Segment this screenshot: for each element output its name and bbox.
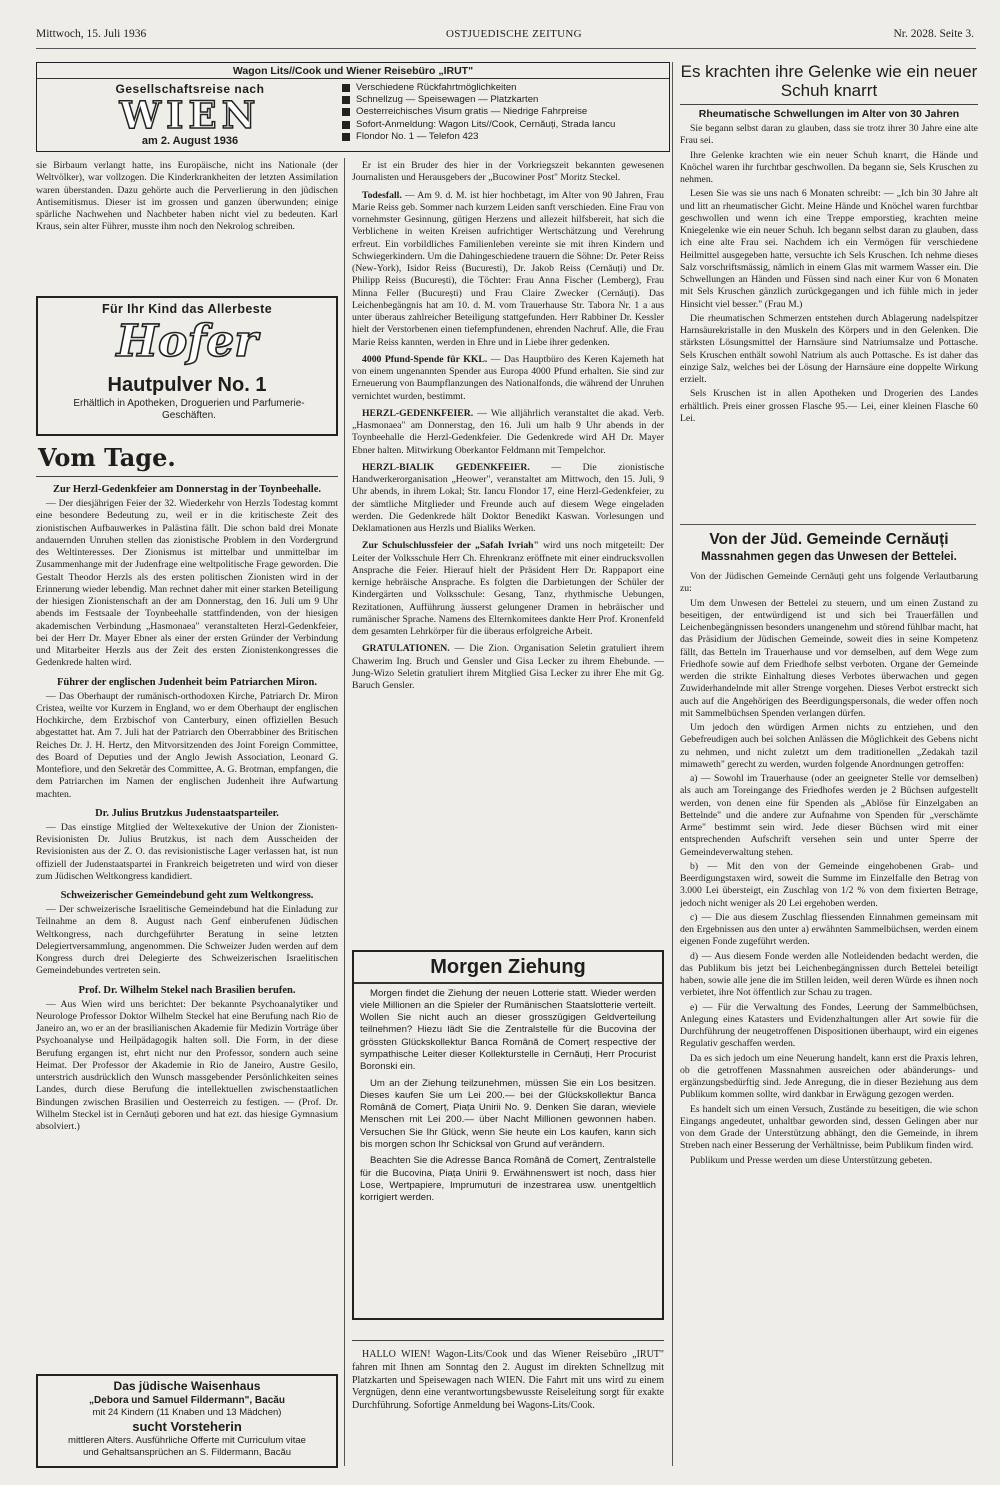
paragraph: Von der Jüdischen Gemeinde Cernăuți geht uns folgende Verlautbarung zu: [680,571,978,595]
col2-news [352,160,664,942]
gemeinde-sub: Massnahmen gegen das Unwesen der Bettelei. [701,551,957,563]
news-text: — Die zionistische Handwerkerorganisation „Heower", veranstaltet am Mittwoch, den 15. Juli, 9 Uhr abends, in ihrem Lokal; Str. Iancu Flondor 17, eine Herzl-Gedenkfeier, zu der sämtliche Mitglieder und Freunde auch auf diesem Wege eingeladen werden. Die Gedenkrede hält Doktor Benedikt Kaswan. Vorlesungen und Deklamationen aus Herzls und Bialiks Werken. [352,461,664,534]
article-head: Dr. Julius Brutzkus Judenstaatsparteiler. [95,807,279,819]
article-head: Schweizerischer Gemeindebund geht zum Weltkongress. [60,890,314,901]
paragraph: e) — Für die Verwaltung des Fondes, Leerung der Sammelbüchsen, Anlegung eines Katasters und Evidenzhaltungen aller Art sowie für die Durchführung der neugetroffenen Dispositionen überhaupt, wird ein eigenes Regulativ geschaffen werden. [680,1001,978,1050]
header-date: Mittwoch, 15. Juli 1936 [36,28,147,40]
hofer-ad [36,296,338,436]
article-head: Prof. Dr. Wilhelm Stekel nach Brasilien berufen. [78,984,296,996]
kruschen-ad [680,62,978,522]
waisenhaus-l6: und Gehaltsansprüchen an S. Fildermann, Bacău [82,1447,292,1458]
wagon-lits-ad [36,62,670,152]
paragraph: d) — Aus diesem Fonde werden alle Notleidenden bedacht werden, die das Publikum bis jetzt bei Leichenbegängnissen durch Bettelei beteiligt haben, sowie alle jene die im Stillen leiden, weil deren Würde es ihnen noch verbietet, ihre Not öffentlich zur Schau zu tragen. [680,950,978,999]
news-head: HERZL-GEDENKFEIER. [362,407,474,419]
kruschen-sub: Rheumatische Schwellungen im Alter von 30 Jahren [698,108,960,120]
header-page-number: Nr. 2028. Seite 3. [893,28,974,40]
paragraph: Um dem Unwesen der Bettelei zu steuern, und um einen Zustand zu beseitigen, der entwürdigend ist und sich bei Trauerfällen und Leichenbegängnissen besonders unangenehm und störend fühlbar macht, hat das Präsidium der Jüdischen Gemeinde, soweit dies in seine Kompetenz fällt, das Betteln im Trauerhause und vor demselben, auf dem Wege zum Friedhofe sowie auf dem Friedhofe selbst verboten. Organe der Gemeinde werden die strikte Einhaltung dieses Verbotes überwachen und gegen Zuwiderhandelnde mit aller Strenge vorgehen. Dieses Verbot erstreckt sich auch auf die Angehörigen des Beerdigungspersonals, die weder offen noch mit Sammelbüchsen Spenden verlangen dürfen. [680,597,978,719]
section-title: Vom Tage. [38,443,176,472]
article-text: — Der schweizerische Israelitische Gemeindebund hat die Einladung zur Teilnahme an dem 8. August nach Genf einberufenen Jüdischen Weltkongress, nach durchgeführter Beratung in seine letzten Delegiertversammlung, angenommen. Die Schweizer Juden werden auf dem Kongress durch drei Delegierte des Schweizerischen Israelitischen Gemeindebundes vertreten sein. [36,904,338,977]
article-head: Zur Herzl-Gedenkfeier am Donnerstag in der Toynbeehalle. [52,484,322,495]
waisenhaus-l3: mit 24 Kindern (11 Knaben und 13 Mädchen) [92,1407,282,1418]
news-text: wird uns noch mitgeteilt: Der Leiter der Volksschule Herr Ch. Ehrenkranz eröffnete mit einer eindrucksvollen Ansprache die Feier. Hierauf hielt der Präsident Herr Dr. Rappaport eine kernige hebräische Ansprache. Es folgten die Darbietungen der Schüler der Kindergärten und Volksschule: Gesang, Tanz, rhythmische Uebungen, Rezitationen, Aufführung äusserst gelungener Dramen in hebräischer und rumänischer Sprache. Namens des Elternkomitees dankte Herr Prof. Kronenfeld dem gesamten Lehrkörper für die überaus erfolgreiche Arbeit. [352,540,664,637]
news-item [352,462,664,536]
article [36,984,338,1134]
paragraph: sie Birbaum verlangt hatte, ins Europäische, nicht ins Nationale (der Weltvölker), war vollzogen. Die Kinderkrankheiten der letzten Assimilation waren überstanden. Dazu gehörte auch die Perverlierung in den jüdischen Antisemitismus. Dieser ist im grossen und ganzen überwunden; einige spärliche Nachwehen und Nachbeter haben nicht viel zu bedeuten. Karl Kraus, sein alter Führer, musste ihm noch den Nekrolog schreiben. [36,160,338,233]
paragraph: Es handelt sich um einen Versuch, Zustände zu beseitigen, die wie schon Eingangs angedeutet, unhaltbar geworden sind, dessen Gelingen aber nur von dem Grade der Unterstützung abhängt, den die Gemeinde, in ihrem Streben nach einer Besserung der Verhältnisse, beim Publikum finden wird. [680,1103,978,1152]
hofer-sub: Erhältlich in Apotheken, Droguerien und Parfumerie-Geschäften. [73,398,305,421]
article-text: — Das einstige Mitglied der Weltexekutive der Union der Zionisten-Revisionisten Dr. Julius Brutzkus, ist nach dem Ausscheiden der Revisionisten aus der Z. O. das revisionistische Lager verlassen hat, ist nun offiziell der Judenstaatspartei in Frankreich beigetreten und wird von dieser zum Jüdischen Weltkongress kandidiert. [36,821,338,882]
news-text: — Das Hauptbüro des Keren Kajemeth hat von einem ungenannten Spender aus Europa 4000 Pfund erhalten. Sie sind zur Erneuerung von Baumpflanzungen des Nationalfonds, die während der Unruhen vernichtet wurden, bestimmt. [352,353,664,402]
column-rule [672,62,673,1466]
paragraph: Publikum und Presse werden um diese Unterstützung gebeten. [690,1154,933,1166]
ziehung-box [352,950,664,1320]
article [36,807,338,883]
wagon-ad-item: Schnellzug — Speisewagen — Platzkarten [341,94,615,106]
paragraph: c) — Die aus diesem Zuschlag fliessenden Einnahmen gemeinsam mit den Ergebnissen aus den unter a) erwähnten Sammelbüchsen, werden einem eigenen Fonde zugeführt werden. [680,911,978,948]
ziehung-title: Morgen Ziehung [430,956,586,978]
news-item [352,408,664,457]
waisenhaus-ad [36,1374,338,1468]
header-masthead: OSTJUEDISCHE ZEITUNG [446,28,582,40]
waisenhaus-l2: „Debora und Samuel Fildermann", Bacău [89,1395,285,1406]
article-text: — Der diesjährigen Feier der 32. Wiederkehr von Herzls Todestag kommt eine besondere Bedeutung zu, weil er in die kritischeste Zeit des zionistischen Aufbauwerkes in Palästina fällt. Die schon bald drei Monate andauernden Unruhen stellen das zionistische Problem in den Vordergrund des Weltinteresses. Der Zionismus ist mittelbar und unmittelbar im Zusammenhange mit der Judenfrage eine weltpolitische Frage geworden. Die Gestalt Theodor Herzls als des ersten politischen Zionisten wird in der Erinnerung wieder lebendig. Man rechnet daher mit einer starken Beteiligung der hiesigen Zionistenschaft an der am Donnerstag, den 16. Juli um 9 Uhr abends im Festsaale der Toynbeehalle stattfindenden, von der hiesigen akademischen Verbindung „Hasmonaea" veranstalteten Herzl-Gedenkfeier, bei der Herr Dr. Mayer Ebner als einer der ersten Gründer der Verbindung und Mitarbeiter Herzls aus der Zeit des ersten Zionistenkongresses die Gedenkrede halten wird. [36,498,338,669]
article-text: — Das Oberhaupt der rumänisch-orthodoxen Kirche, Patriarch Dr. Miron Cristea, weilte vor Kurzem in England, wo er dem Oberhaupt der englischen Hochkirche, dem Erzbischof von Canterbury, einen offiziellen Besuch abgestattet hat. Am 7. Juli hat der Patriarch den Oberrabbiner des Britischen Reiches Dr. J. H. Hertz, den Mitvorsitzenden des Joint Foreign Committee, des Board of Deputies und der Anglo Jewish Association, Leonard G. Montefiore, und den Sekretär des Committee, A. G. Brotman, empfangen, die dem Patriarchen im Namen der englischen Judenheit ihre Aufwartung machten. [36,690,338,800]
section-rule [680,524,976,525]
news-text: — Die Zion. Organisation Seletin gratuliert ihrem Chawerim Ing. Bruch und Gensler und Gisa Lecker zu ihrem Ehebunde. — Jung-Wizo Seletin gratuliert ihrem Mitglied Gisa Lecker zu ihrer Ehe mit Gg. Baruch Gensler. [352,643,664,691]
news-text: — Am 9. d. M. ist hier hochbetagt, im Alter von 90 Jahren, Frau Marie Reiss geb. Sommer nach kurzem Leiden sanft verschieden. Eine Frau von vornehmster Gesinnung, gütigen Herzens und allezeit hilfsbereit, hat sich die Verblichene in weiten Kreisen aufrichtiger Wertschätzung und Verehrung erfreut. Ein vorbildliches Familienleben vereinte sie mit ihren Kindern und Schwiegerkindern. Um die Dahingeschiedene trauern die Söhne: Dr. Peter Reiss (New-York), Isidor Reiss (Bucuresti), Dr. Jakob Reiss (Cernăuți) und Dr. Philipp Reiss (București), die Töchter: Frau Anna Fischer (Lemberg), Frau Minna Feller (București) und Frau Claire Zwecker (Cernăuți). Das Leichenbegängnis hat am 10. d. M. vom Trauerhause Str. Tabora Nr. 1 a aus unter überaus zahlreicher Beteiligung stattgefunden. Herr Rabbiner Dr. Kessler hielt der Verstorbenen einen tiefempfundenen, ehrenden Nachruf. Alle, die Frau Marie Reiss kannten, werden in Ehre und in Liebe ihrer gedenken. [352,189,664,348]
ziehung-p2: Um an der Ziehung teilzunehmen, müssen Sie ein Los besitzen. Dieses kaufen Sie um Lei 200.— bei der Glückskollektur Banca Română de Comerț, Piața Unirii No. 9. Denken Sie daran, wieviele Menschen mit Lei 200.— über Nacht Millionen gewonnen haben. Versuchen Sie Ihr Glück, wenn Sie heute ein Los kaufen, kann sich bis morgen schon Ihr Schicksal von Grund auf verändern. [360,1077,656,1151]
section-rule [352,1340,664,1341]
wagon-ad-rule [37,78,669,79]
news-head: Todesfall. [362,189,402,201]
paragraph: Ihre Gelenke krachten wie ein neuer Schuh knarrt, die Hände und Knöchel waren ihr furchtbar geschwollen. Da begann sie, Sels Kruschen zu nehmen. [680,149,978,185]
page-header [36,28,976,46]
wagon-ad-item: Verschiedene Rückfahrtmöglichkeiten [341,82,615,94]
column-rule [344,158,345,1466]
waisenhaus-l4: sucht Vorsteherin [132,1419,242,1434]
hofer-ad-top: Für Ihr Kind das Allerbeste [101,302,273,316]
paragraph: Er ist ein Bruder des hier in der Vorkriegszeit bekannten gewesenen Journalisten und Herausgebers der „Bucowiner Post" Moritz Steckel. [352,160,664,184]
news-item [352,540,664,638]
wagon-ad-list [341,82,615,143]
vom-tage-section [36,442,338,1485]
hallo-wien-text: HALLO WIEN! Wagon-Lits/Cook und das Wiener Reisebüro „IRUT" fahren mit Ihnen am Sonntag den 2. August im direkten Schnellzug mit Platzkarten und Speisewagen nach WIEN. Die Fahrt mit uns wird zu einem Vergnügen, denn eine verantwortungsbewusste Reiseleitung sorgt für exakte Durchführung. Sofortige Anmeldung bei Wagons-Lits/Cook. [352,1349,664,1412]
wagon-ad-city: WIEN [119,93,261,137]
wagon-ad-date: am 2. August 1936 [141,135,239,147]
section-rule [680,104,978,105]
news-item [352,643,664,692]
article [36,676,338,801]
news-text: — Wie alljährlich veranstaltet die akad. Verb. „Hasmonaea" am Donnerstag, den 16. Juli um halb 9 Uhr abends in der Toynbeehalle die Herzl-Gedenkfeier. Die Gedenkrede wird AH Dr. Mayer Ebner halten. Mitwirkung Oberkantor Feldmann mit Tempelchor. [352,407,664,456]
news-head: Zur Schulschlussfeier der „Safah Ivriah" [362,540,539,552]
hallo-wien [352,1340,664,1468]
waisenhaus-l1: Das jüdische Waisenhaus [113,1379,261,1393]
hofer-logo: Hofer [116,316,258,367]
ziehung-rule [354,982,662,984]
paragraph: Lesen Sie was sie uns nach 6 Monaten schreibt: — „Ich bin 30 Jahre alt und litt an rheumatischer Gicht. Meine Hände und Knöchel waren furchtbar geschwollen und wenn ich eine Treppe emporstieg, krachten meine Kniegelenke wie ein neuer Schuh. Ich begann selbst daran zu glauben, dass ich eine alte Frau sei. Nachdem ich ein Vermögen für verschiedene Heilmittel ausgegeben hatte, versuchte ich Sels Kruschen. Ich nehme dieses Salz vorschriftsmässig, nämlich in einem Glas mit warmem Wasser ein. Die Schwellungen an Händen und Füssen sind nach einer Kur von 6 Monaten mit Sels Kruschen gänzlich zurückgegangen und ich fühle mich in jeder Hinsicht viel besser." (Frau M.) [680,188,978,310]
header-rule [36,48,976,49]
wagon-ad-item: Sofort-Anmeldung: Wagon Lits//Cook, Cernăuți, Strada Iancu [341,119,615,131]
wagon-ad-item: Oesterreichisches Visum gratis — Niedrige Fahrpreise [341,106,615,118]
news-head: HERZL-BIALIK GEDENKFEIER. [362,461,530,473]
article [36,889,338,978]
hofer-product: Hautpulver No. 1 [107,374,267,396]
news-item [352,190,664,349]
paragraph: Sie begann selbst daran zu glauben, dass sie trotz ihrer 30 Jahre eine alte Frau sei. [680,123,978,147]
ziehung-p1: Morgen findet die Ziehung der neuen Lotterie statt. Wieder werden viele Millionen an die Spieler der Rumänischen Staatslotterie verteilt. Wollen Sie nicht auch an dieser grosszügigen Geldverteilung teilnehmen? Hiezu lädt Sie die Zentralstelle für die Bucovina der grössten Glückskollektur Banca Română de Comerț respective der sympathische Leiter dieser Kollekturstelle in Cernăuți, Herr Procurist Boronski ein. [360,987,656,1073]
news-head: 4000 Pfund-Spende für KKL. [362,353,488,365]
article [36,483,338,670]
paragraph: Da es sich jedoch um eine Neuerung handelt, kann erst die Praxis lehren, ob die getroffenen Massnahmen ausreichen oder abänderungs- und ergänzungsbedürftig sind. Jede Anregung, die in dieser Beziehung aus dem Publikum kommen sollte, wird dankbar in Erwägung gezogen werden. [680,1052,978,1101]
paragraph: Die rheumatischen Schmerzen entstehen durch Ablagerung nadelspitzer Harnsäurekristalle in den Muskeln des Körpers und in den Gelenken. Die stärksten Lösungsmittel der Harnsäure sind Natriumsalze und Pottasche. Sels Kruschen enthält sowohl Natrium als auch Pottasche. Es ist daher das einzige Salz, welches bei der Lösung der Harnsäure eine doppelte Wirkung erzielt. [680,312,978,385]
col1-top-text [36,160,338,280]
article-text: — Aus Wien wird uns berichtet: Der bekannte Psychoanalytiker und Neurologe Professor Doktor Wilhelm Steckel hat eine Berufung nach Rio de Janeiro an, wo er an der brasilianischen Akademie für Medizin Vorträge über Psychoanalyse und Heilpädagogik halten soll. Die Form, in der diese Berufung ergangen ist, ehrt nicht nur den Professor, sondern auch seine Heimat. Der Professor der Akademie in Rio de Janeiro, Austre Gesilo, unterstrich ausdrücklich den Wunsch massgebender Persönlichkeiten seines Landes, durch diese Berufung die intellektuellen zwischenstaatlichen Bindungen zwischen Brasilien und Oesterreich zu festigen. — (Prof. Dr. Wilhelm Steckel ist in Cernăuți geboren und hat ezt. das hiesige Gymnasium absolviert.) [36,998,338,1132]
paragraph: a) — Sowohl im Trauerhause (oder an geeigneter Stelle vor demselben) als auch am Toreingange des Friedhofes werden je 2 Büchsen aufgestellt werden, von denen eine für Spenden als „Ablöse für Einzelgaben an Bettelnde" und die andere zur Aufnahme von Spenden für „verschämte Arme" bestimmt sein wird. Jede dieser Büchsen wird mit einer entsprechenden Aufschrift versehen sein und unter Sperre der Gemeindeverwaltung stehen. [680,773,978,858]
wagon-ad-tour: Gesellschaftsreise nach [115,82,265,96]
paragraph: Sels Kruschen ist in allen Apotheken und Drogerien des Landes erhältlich. Preis einer grossen Flasche 95.— Lei, einer kleinen Flasche 60 Lei. [680,388,978,424]
gemeinde-title: Von der Jüd. Gemeinde Cernăuți [709,531,949,548]
paragraph: b) — Mit den von der Gemeinde eingehobenen Grab- und Beerdigungstaxen wird, soweit die Summe im Einzelfalle den Betrag von 3.000 Lei übersteigt, ein Zuschlag von 1/2 % von dem fixierten Betrage, jedoch nicht weniger als 20 Lei ergehoben werden. [680,860,978,909]
news-item [352,354,664,403]
ziehung-p3: Beachten Sie die Adresse Banca Română de Comerț, Zentralstelle für die Bucovina, Piața Unirii 9. Erwähnenswert ist noch, dass hier Lose, Wertpapiere, Imprumuturi de inzestrarea usw. unentgeltlich korrigiert werden. [360,1155,656,1204]
kruschen-title: Es krachten ihre Gelenke wie ein neuer Schuh knarrt [680,62,978,100]
section-rule [36,476,338,477]
gemeinde-section [680,528,978,1468]
wagon-ad-item: Flondor No. 1 — Telefon 423 [341,131,615,143]
wagon-ad-top: Wagon Lits//Cook und Wiener Reisebüro „IRUT" [232,65,474,77]
paragraph: Um jedoch den würdigen Armen nichts zu entziehen, und den Gebefreudigen auch bei solchen Anlässen die Möglichkeit des Gebens nicht zu nehmen, und nicht zuletzt um dem traditionellen „Zedakah tazil mimaweth" gerecht zu werden, wurden folgende Anordnungen getroffen: [680,722,978,770]
article-head: Führer der englischen Judenheit beim Patriarchen Miron. [56,676,318,688]
waisenhaus-l5: mittleren Alters. Ausführliche Offerte mit Curriculum vitae [68,1435,306,1446]
news-head: GRATULATIONEN. [362,643,450,655]
